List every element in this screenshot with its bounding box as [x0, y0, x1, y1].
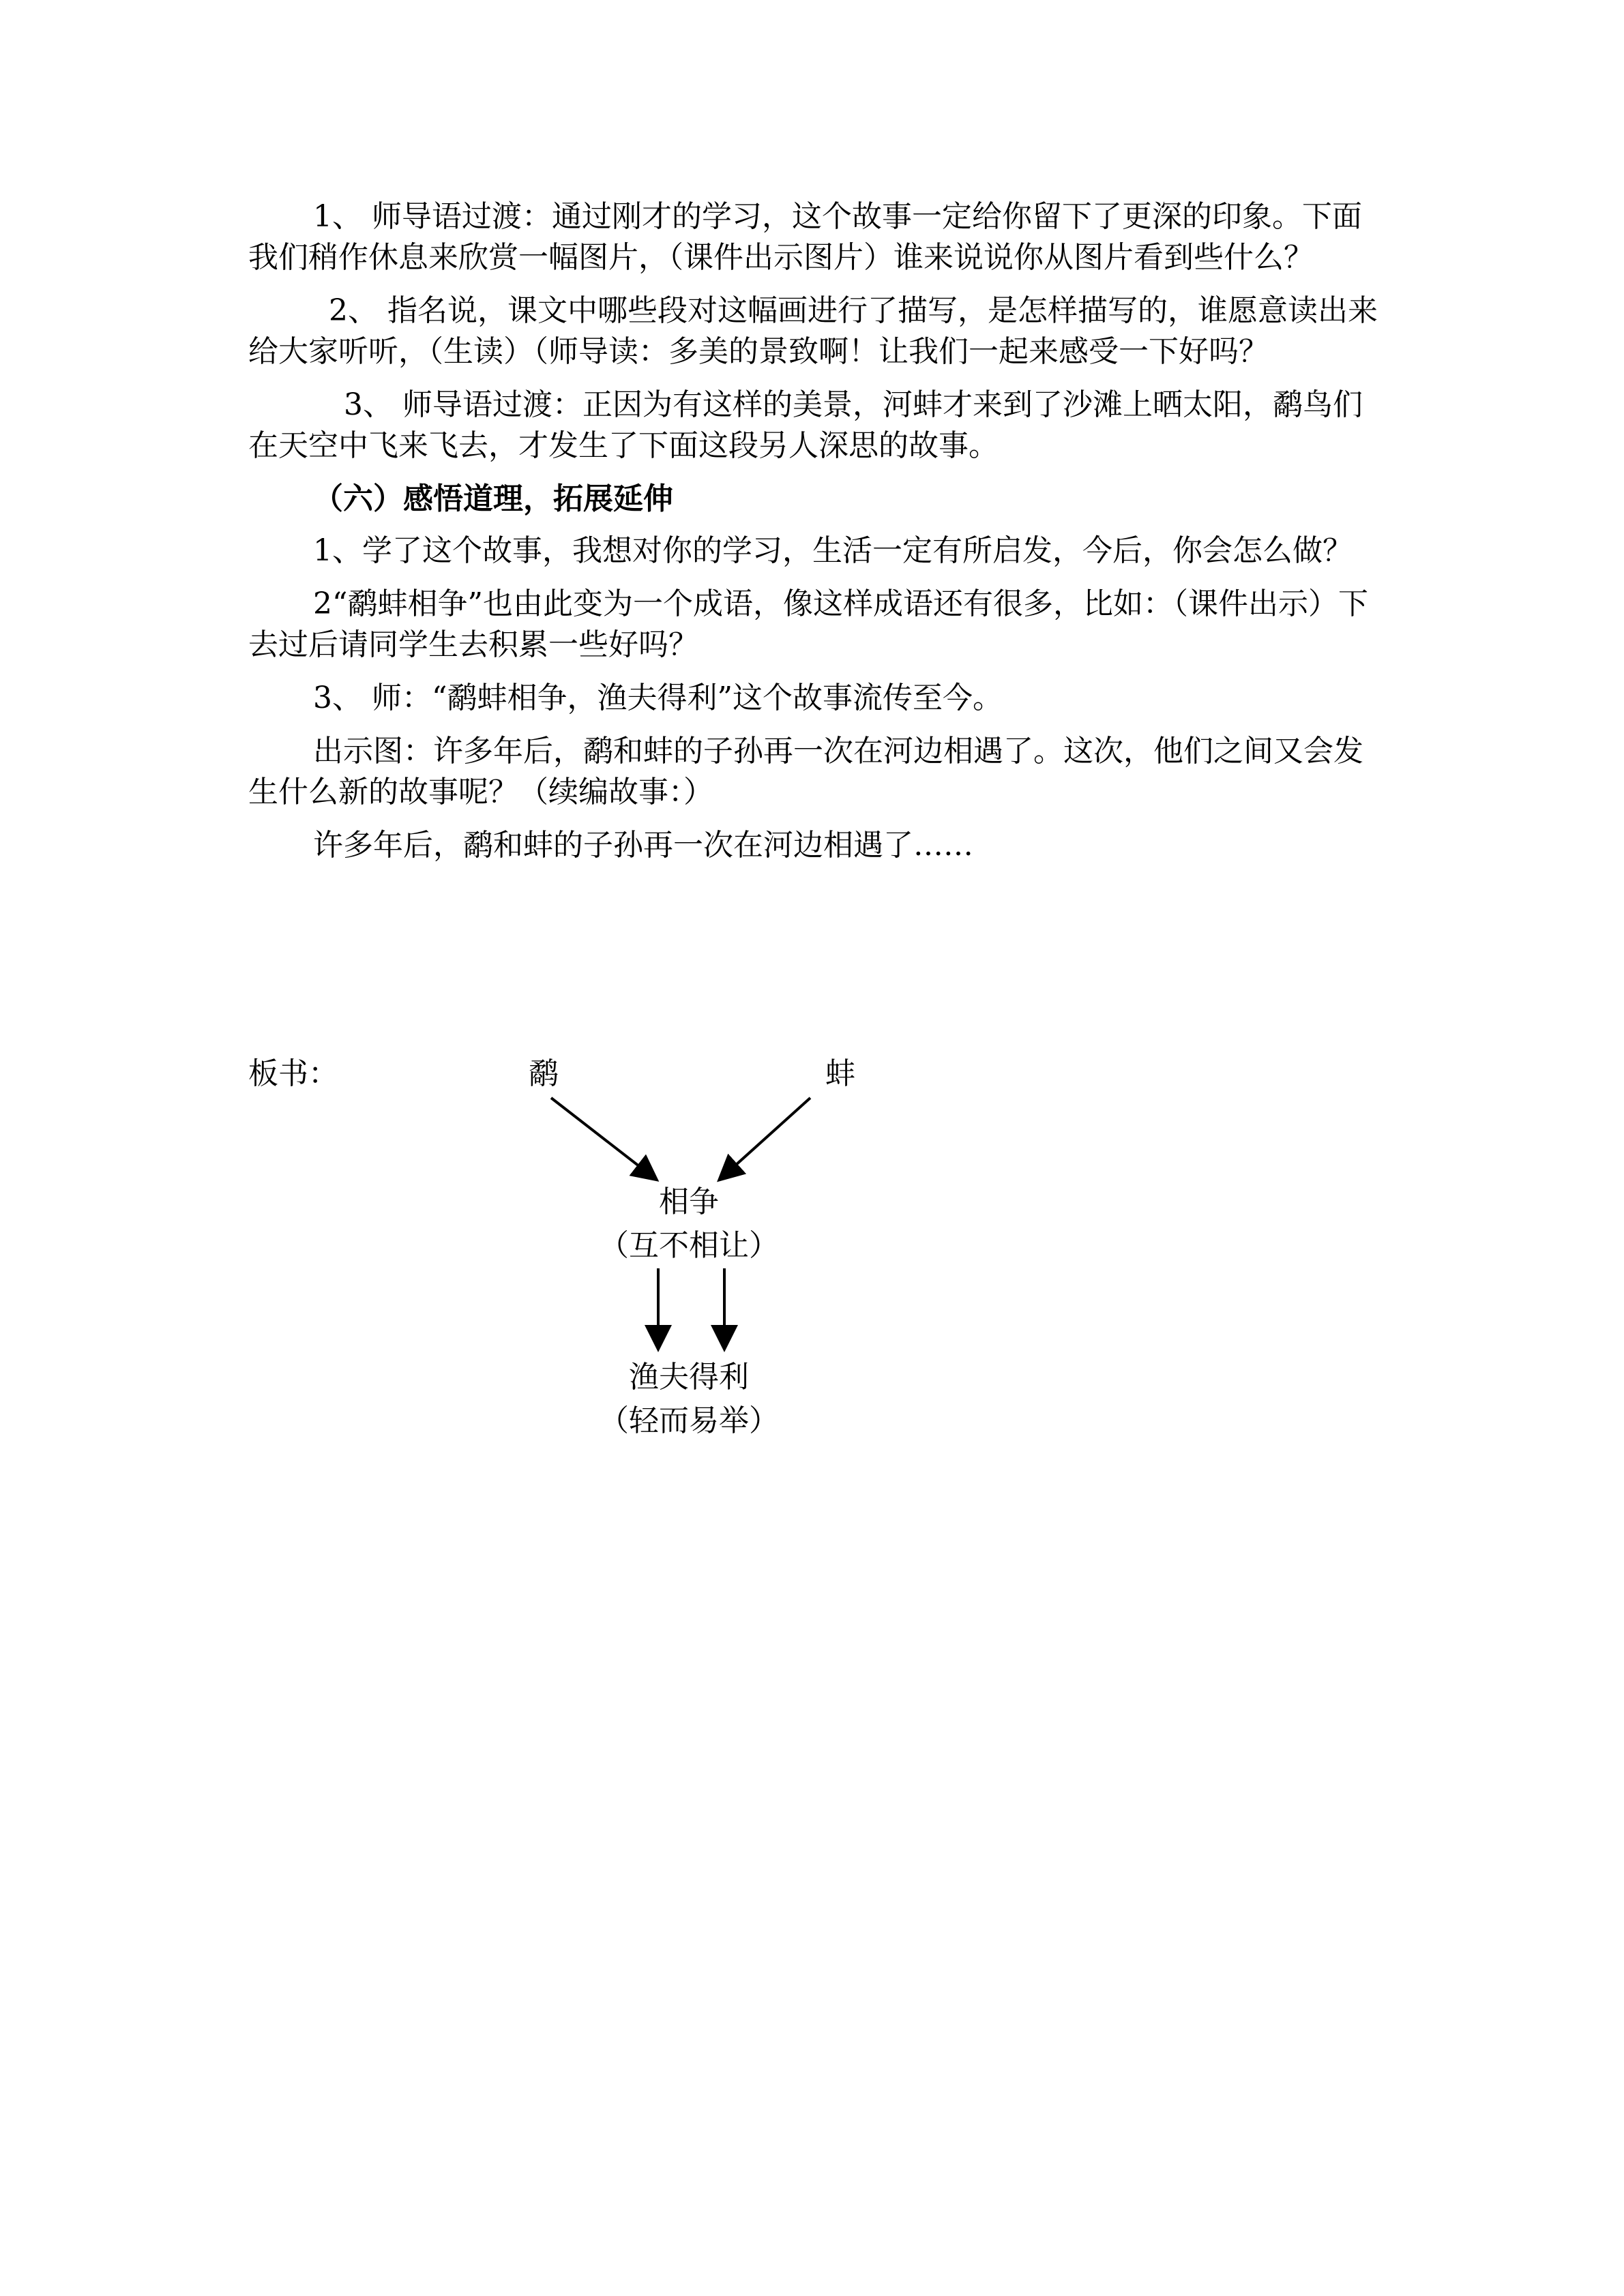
section-paragraph-4: 出示图：许多年后，鹬和蚌的子孙再一次在河边相遇了。这次，他们之间又会发生什么新的故事呢？（续编故事：）	[248, 734, 1363, 809]
section-paragraph-2: 2“鹬蚌相争”也由此变为一个成语，像这样成语还有很多，比如：（课件出示）下去过后请同学生去积累一些好吗？	[248, 586, 1368, 662]
section-paragraph-1: 1、学了这个故事，我想对你的学习，生活一定有所启发，今后，你会怎么做？	[313, 533, 1353, 568]
arrow-right-to-middle	[721, 1098, 810, 1178]
board-left-word: 鹬	[529, 1056, 559, 1091]
paragraph-1: 1、 师导语过渡：通过刚才的学习，这个故事一定给你留下了更深的印象。下面我们稍作休息来欣赏一幅图片，（课件出示图片）谁来说说你从图片看到些什么？	[248, 199, 1362, 275]
board-label: 板书：	[248, 1056, 338, 1091]
paragraph-2: 2、 指名说，课文中哪些段对这幅画进行了描写，是怎样描写的，谁愿意读出来给大家听听，（生读）（师导读：多美的景致啊！让我们一起来感受一下好吗？	[248, 293, 1378, 369]
section-paragraph-5: 许多年后，鹬和蚌的子孙再一次在河边相遇了……	[313, 828, 973, 863]
board-right-word: 蚌	[825, 1056, 855, 1091]
board-middle-word: 相争	[659, 1184, 719, 1219]
paragraph-3: 3、 师导语过渡：正因为有这样的美景，河蚌才来到了沙滩上晒太阳，鹬鸟们在天空中飞来飞去，才发生了下面这段另人深思的故事。	[248, 387, 1363, 463]
document-body	[248, 196, 1381, 878]
arrow-left-to-middle	[551, 1098, 655, 1178]
board-result-note: （轻而易举）	[599, 1403, 779, 1438]
board-result-word: 渔夫得利	[629, 1360, 749, 1395]
section-paragraph-3: 3、 师：“鹬蚌相争，渔夫得利”这个故事流传至今。	[313, 681, 1003, 715]
section-heading: （六）感悟道理，拓展延伸	[313, 481, 673, 516]
board-middle-note: （互不相让）	[599, 1228, 779, 1263]
